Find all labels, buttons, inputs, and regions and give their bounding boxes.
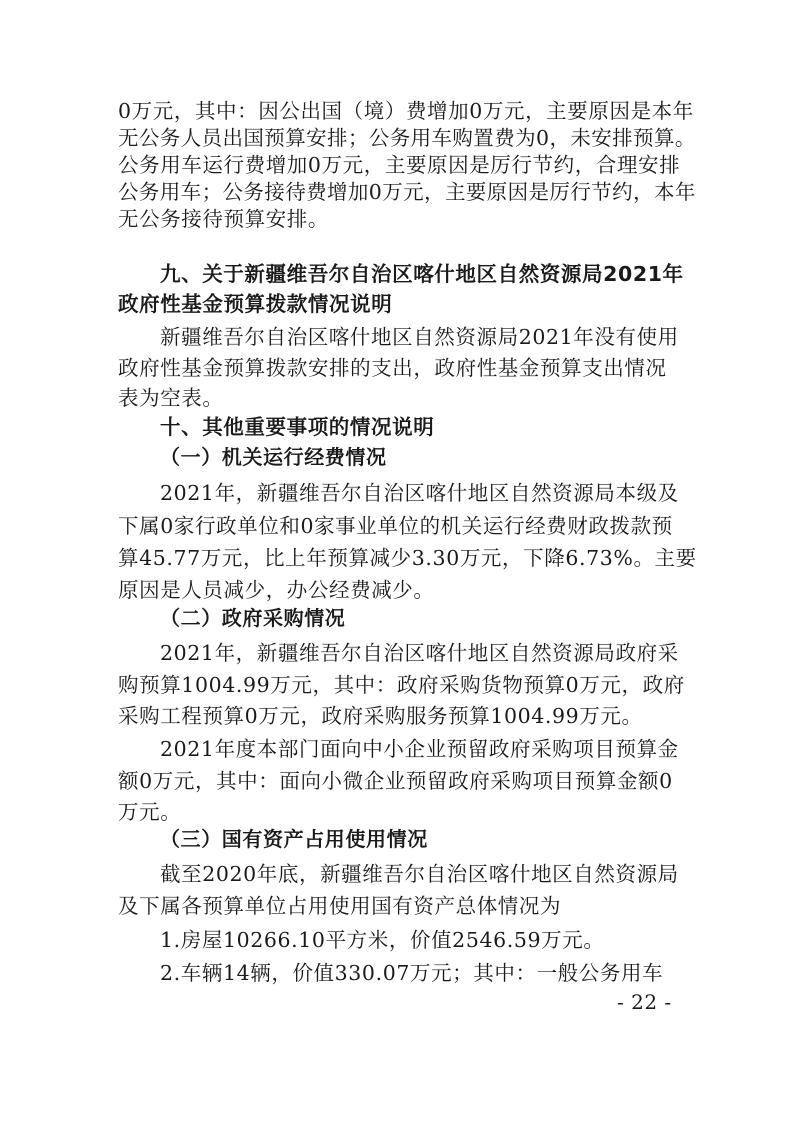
- paragraph-line: 截至2020年底，新疆维吾尔自治区喀什地区自然资源局: [160, 862, 679, 886]
- paragraph-line: 2021年，新疆维吾尔自治区喀什地区自然资源局政府采: [160, 641, 679, 665]
- paragraph-line: 无公务接待预算安排。: [118, 207, 329, 231]
- paragraph-line: 采购工程预算0万元，政府采购服务预算1004.99万元。: [118, 704, 643, 728]
- paragraph-line: 公务用车运行费增加0万元，主要原因是厉行节约，合理安排: [118, 153, 681, 177]
- paragraph-line: 无公务人员出国预算安排；公务用车购置费为0，未安排预算。: [118, 126, 696, 150]
- subsection-heading: （三）国有资产占用使用情况: [160, 827, 428, 851]
- paragraph-line: 公务用车；公务接待费增加0万元，主要原因是厉行节约，本年: [118, 180, 696, 204]
- paragraph-line: 万元。: [118, 800, 182, 824]
- paragraph-line: 购预算1004.99万元，其中：政府采购货物预算0万元，政府: [118, 673, 685, 697]
- paragraph-line: 及下属各预算单位占用使用国有资产总体情况为: [118, 894, 562, 918]
- paragraph-line: 2021年，新疆维吾尔自治区喀什地区自然资源局本级及: [160, 481, 679, 505]
- page-number: - 22 -: [617, 990, 672, 1014]
- paragraph-line: 算45.77万元，比上年预算减少3.30万元，下降6.73%。主要: [118, 546, 697, 570]
- paragraph-line: 下属0家行政单位和0家事业单位的机关运行经费财政拨款预: [118, 514, 673, 538]
- paragraph-line: 2021年度本部门面向中小企业预留政府采购项目预算金: [160, 737, 679, 761]
- paragraph-line: 原因是人员减少，办公经费减少。: [118, 578, 435, 602]
- list-item: 1.房屋10266.10平方米，价值2546.59万元。: [160, 928, 605, 952]
- section-heading: 十、其他重要事项的情况说明: [160, 415, 435, 439]
- list-item: 2.车辆14辆，价值330.07万元；其中：一般公务用车: [160, 961, 664, 985]
- paragraph-line: 政府性基金预算拨款安排的支出，政府性基金预算支出情况: [118, 356, 667, 380]
- paragraph-line: 0万元，其中：因公出国（境）费增加0万元，主要原因是本年: [118, 99, 694, 123]
- section-heading: 政府性基金预算拨款情况说明: [118, 292, 393, 316]
- section-heading: 九、关于新疆维吾尔自治区喀什地区自然资源局2021年: [160, 262, 684, 286]
- subsection-heading: （二）政府采购情况: [160, 606, 346, 630]
- subsection-heading: （一）机关运行经费情况: [160, 445, 387, 469]
- paragraph-line: 新疆维吾尔自治区喀什地区自然资源局2021年没有使用: [160, 325, 679, 349]
- paragraph-line: 额0万元，其中：面向小微企业预留政府采购项目预算金额0: [118, 769, 673, 793]
- paragraph-line: 表为空表。: [118, 386, 224, 410]
